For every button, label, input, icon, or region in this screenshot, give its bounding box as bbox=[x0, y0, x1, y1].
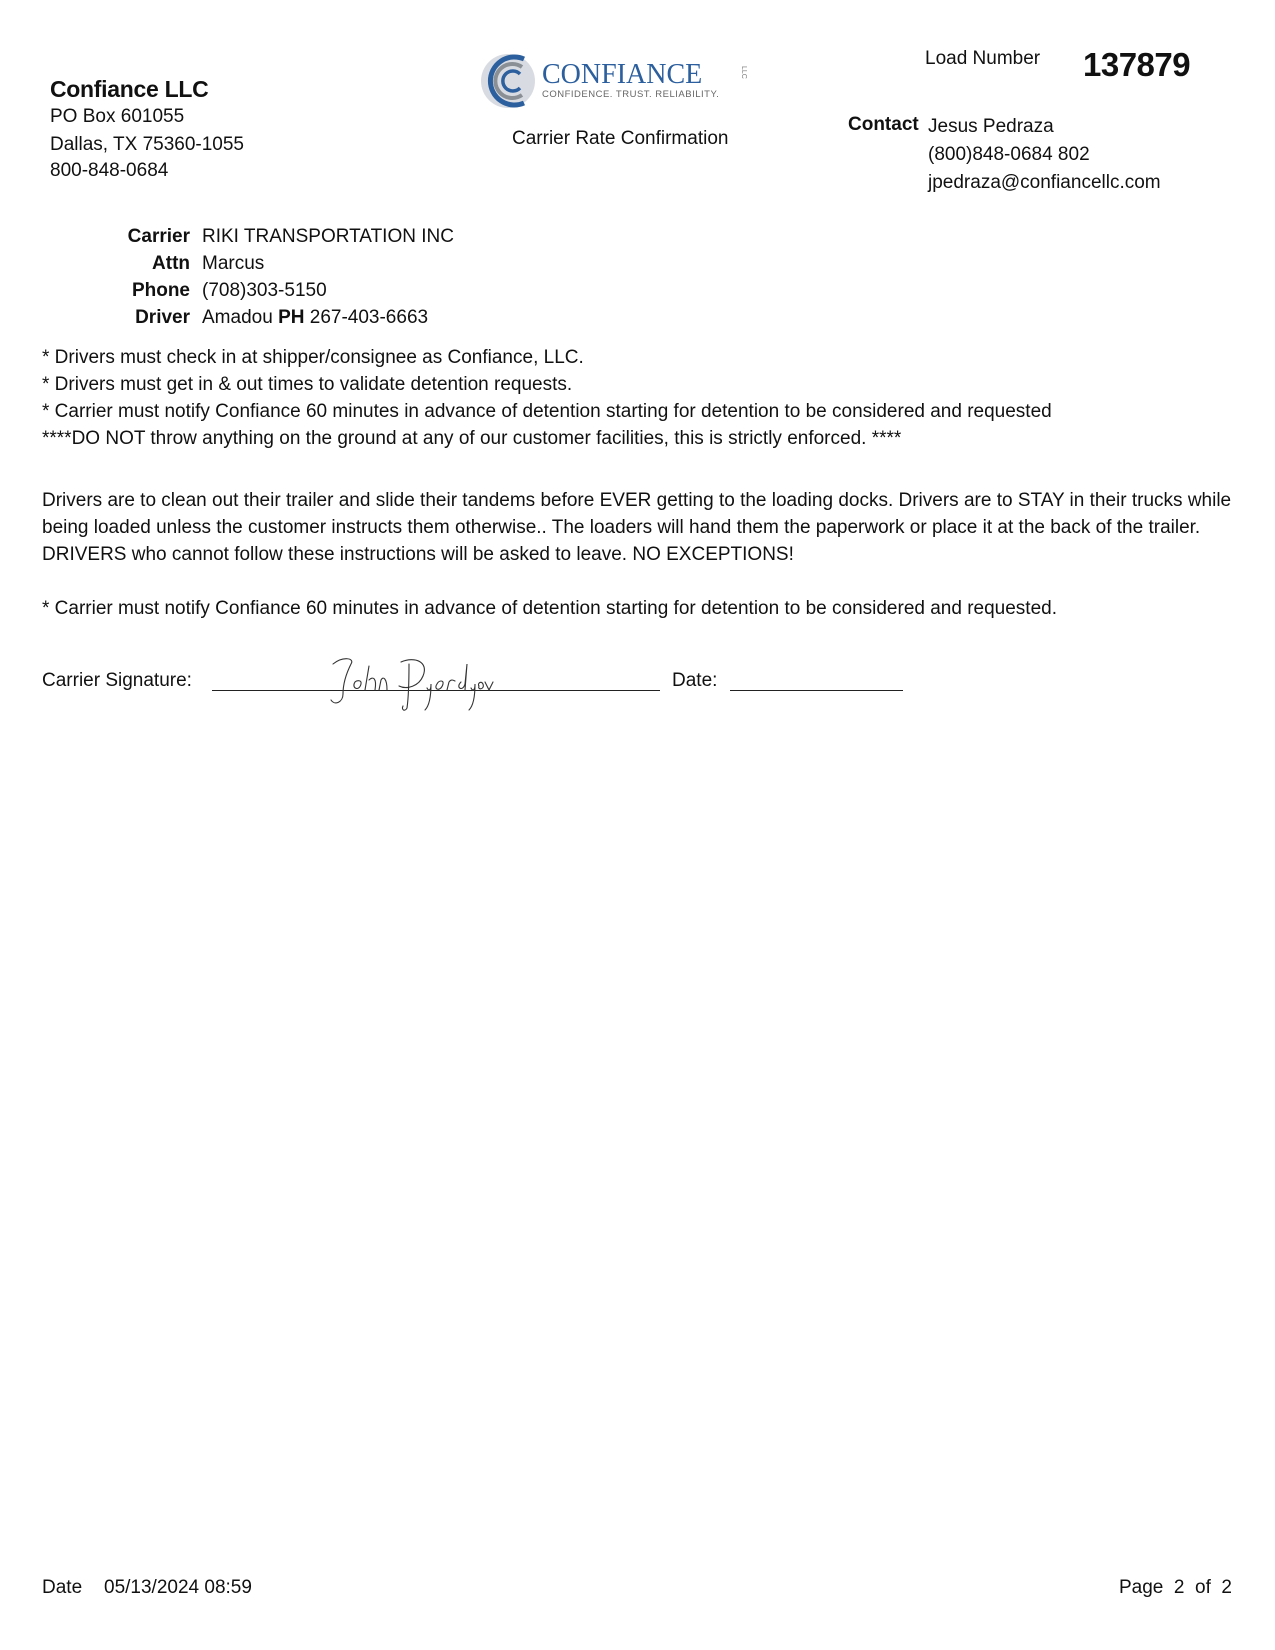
logo-swirl-icon bbox=[481, 54, 535, 108]
logo-tagline: CONFIDENCE. TRUST. RELIABILITY. bbox=[542, 89, 720, 100]
load-number-label: Load Number bbox=[925, 48, 1041, 69]
phone-label: Phone bbox=[131, 280, 190, 301]
signature-date-label: Date: bbox=[672, 670, 718, 691]
load-number: 137879 bbox=[1083, 46, 1191, 83]
driver-value bbox=[202, 307, 428, 329]
detention-note: * Carrier must notify Confiance 60 minutes in advance of detention starting for detention to be considered and requested. bbox=[42, 598, 1057, 619]
company-name: Confiance LLC bbox=[50, 76, 209, 102]
phone-value: (708)303-5150 bbox=[202, 280, 327, 301]
driver-label: Driver bbox=[135, 307, 190, 328]
footer-date-value: 05/13/2024 08:59 bbox=[104, 1577, 252, 1598]
signature-date-line[interactable] bbox=[730, 690, 903, 691]
carrier-label: Carrier bbox=[127, 226, 190, 247]
logo-wordmark: CONFIANCE bbox=[542, 59, 703, 90]
footer-date-label: Date bbox=[42, 1577, 83, 1598]
instructions-paragraph: Drivers are to clean out their trailer and slide their tandems before EVER getting to the loading docks. Drivers are to STAY in their trucks while being loaded unless the customer instructs them otherwise.. The loaders will hand them the paperwork or place it at the back of the trailer. DRIVERS who cannot follow these instructions will be asked to leave. NO EXCEPTIONS! bbox=[42, 490, 1232, 565]
company-address-line2: Dallas, TX 75360-1055 bbox=[50, 134, 244, 155]
driver-ph-label: PH bbox=[278, 307, 305, 328]
carrier-value: RIKI TRANSPORTATION INC bbox=[202, 226, 454, 247]
note-line: * Drivers must check in at shipper/consignee as Confiance, LLC. bbox=[42, 347, 584, 368]
logo-suffix: LLC bbox=[740, 66, 747, 79]
document-title: Carrier Rate Confirmation bbox=[512, 128, 729, 149]
attn-label: Attn bbox=[152, 253, 190, 274]
attn-value: Marcus bbox=[202, 253, 265, 274]
contact-email: jpedraza@confiancellc.com bbox=[928, 172, 1161, 193]
handwritten-signature bbox=[325, 650, 495, 712]
note-line: * Drivers must get in & out times to validate detention requests. bbox=[42, 374, 573, 395]
carrier-signature-label: Carrier Signature: bbox=[42, 670, 192, 691]
confiance-logo bbox=[480, 50, 785, 114]
note-line: ****DO NOT throw anything on the ground at any of our customer facilities, this is strictly enforced. **** bbox=[42, 428, 902, 449]
page-indicator: Page 2 of 2 bbox=[1118, 1577, 1232, 1598]
contact-phone: (800)848-0684 802 bbox=[928, 144, 1090, 165]
contact-label: Contact bbox=[848, 114, 919, 135]
company-phone: 800-848-0684 bbox=[50, 160, 169, 181]
driver-name: Amadou bbox=[202, 307, 273, 328]
note-line: * Carrier must notify Confiance 60 minutes in advance of detention starting for detention to be considered and requested bbox=[42, 401, 1052, 422]
driver-ph-value: 267-403-6663 bbox=[309, 307, 429, 328]
contact-name: Jesus Pedraza bbox=[928, 116, 1054, 137]
company-address-line1: PO Box 601055 bbox=[50, 106, 185, 127]
